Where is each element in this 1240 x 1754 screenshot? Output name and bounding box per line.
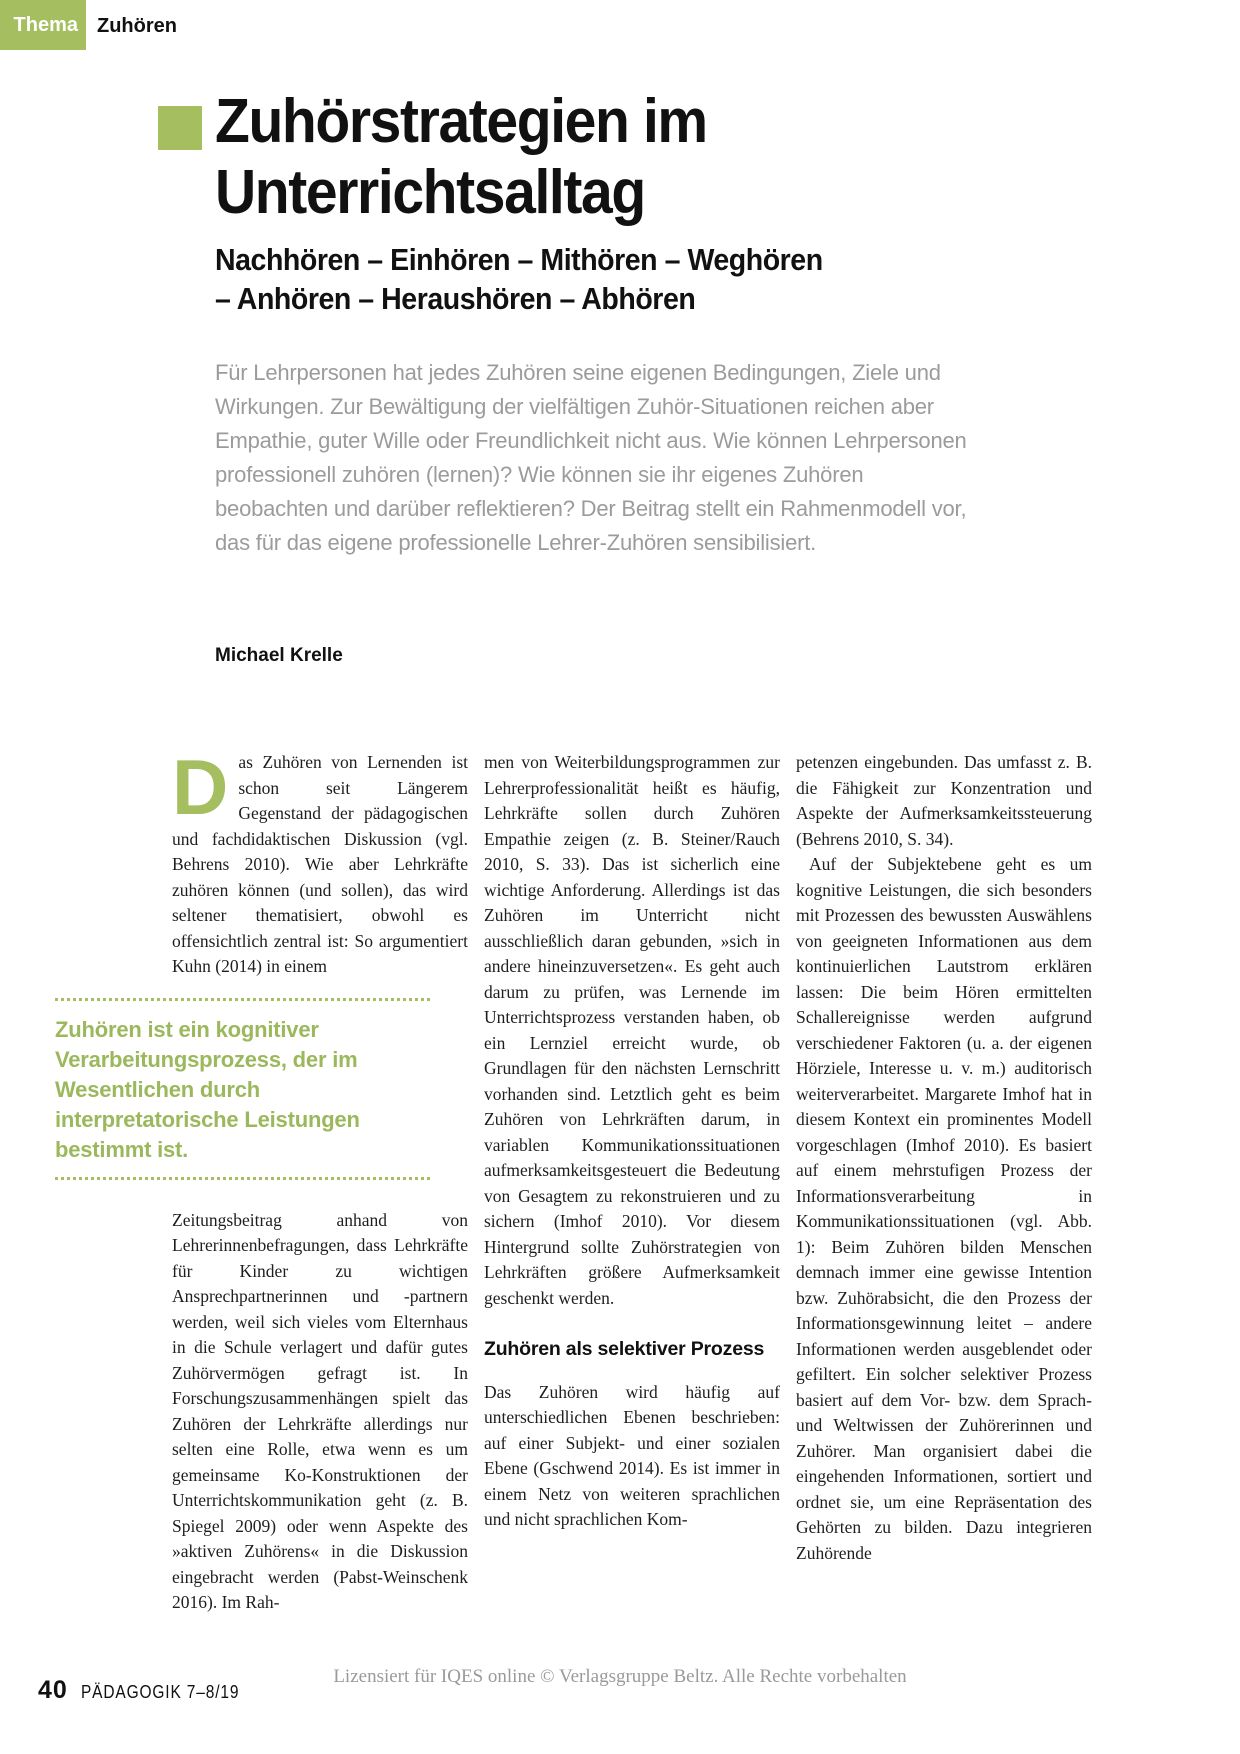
author-name: Michael Krelle <box>215 645 343 666</box>
body-column-1 <box>55 743 468 1616</box>
lead-paragraph: Für Lehrpersonen hat jedes Zuhören seine eigenen Bedingungen, Ziele und Wirkungen. Zur Bewältigung der vielfältigen Zuhör-Situationen reichen aber Empathie, guter Wille oder Freundlichkeit nicht aus. Wie können Lehrpersonen professionell zuhören (lernen)? Wie können sie ihr eigenes Zuhören beobachten und darüber reflektieren? Der Beitrag stellt ein Rahmenmodell vor, das für das eigene professionelle Lehrer-Zuhören sensibilisiert. <box>215 360 967 555</box>
paragraph: Auf der Subjektebene geht es um kognitive Leistungen, die sich besonders mit Prozessen des bewussten Auswählens von geeigneten Informationen aus dem kontinuierlichen Lautstrom erklären lassen: Die beim Hören ermittelten Schallereignisse werden aufgrund verschiedener Faktoren (u. a. der eigenen Hörziele, Interesse u. v. m.) auditorisch weiterverarbeitet. Margarete Imhof hat in diesem Kontext ein prominentes Modell vorgeschlagen (Imhof 2010). Es basiert auf einem mehrstufigen Prozess der Informationsverarbeitung in Kommunikationssituationen (vgl. Abb. 1): Beim Zuhören bilden Menschen demnach immer eine gewisse Intention bzw. Zuhörabsicht, die den Prozess der Informationsgewinnung leitet – andere Informationen werden ausgeblendet oder gefiltert. Ein solcher selektiver Prozess basiert auf dem Vor- bzw. dem Sprach- und Weltwissen der Zuhörerinnen und Zuhörer. Man organisiert dabei die eingehenden Informationen, sortiert und ordnet sie, um eine Repräsentation des Gehörten zu bilden. Dazu integrieren Zuhörende <box>796 854 1092 1563</box>
license-notice: Lizensiert für IQES online © Verlagsgruppe Beltz. Alle Rechte vorbehalten <box>333 1666 907 1687</box>
article-subtitle-line2: – Anhören – Heraushören – Abhören <box>215 281 696 316</box>
paragraph: petenzen eingebunden. Das umfasst z. B. die Fähigkeit zur Konzentration und Aspekte der Aufmerksamkeitssteuerung (Behrens 2010, S. 34). <box>796 752 1092 849</box>
article-title <box>215 86 707 228</box>
article-subtitle-line1: Nachhören – Einhören – Mithören – Weghören <box>215 242 823 277</box>
paragraph: Das Zuhören wird häufig auf unterschiedlichen Ebenen beschrieben: auf einer Subjekt- und einer sozialen Ebene (Gschwend 2014). Es ist immer in einem Netz von weiteren sprachlichen und nicht sprachlichen Kom- <box>484 1381 780 1529</box>
paragraph <box>172 743 468 980</box>
theme-tab-label: Thema <box>13 13 78 36</box>
page-number: 40 <box>38 1676 68 1704</box>
topic-label: Zuhören <box>97 14 177 37</box>
drop-cap: D <box>172 743 229 831</box>
topic-label-container <box>97 0 177 52</box>
paragraph: men von Weiterbildungsprogrammen zur Lehrerprofessionalität heißt es häufig, Lehrkräfte sollen durch Zuhören Empathie zeigen (z. B. Steiner/Rauch 2010, S. 33). Das ist sicherlich eine wichtige Anforderung. Allerdings ist das Zuhören im Unterricht nicht ausschließlich daran gebunden, »sich in andere hineinzuversetzen«. Es geht auch darum zu prüfen, was Lernende im Unterrichtsprozess verstanden haben, ob ein Lernziel erreicht wurde, ob Grundlagen für den nächsten Lernschritt vorhanden sind. Letztlich geht es beim Zuhören von Lehrkräften darum, in variablen Kommunikationssituationen aufmerksamkeitsgesteuert die Bedeutung von Gesagtem zu rekonstruieren und zu sichern (Imhof 2010). Vor diesem Hintergrund sollte Zuhörstrategien von Lehrkräften größere Aufmerksamkeit geschenkt werden. <box>484 752 780 1308</box>
paragraph-text: as Zuhören von Lernenden ist schon seit Längerem Gegenstand der pädagogischen und fachdidaktischen Diskussion (vgl. Behrens 2010). Wie aber Lehrkräfte zuhören können (und sollen), das wird seltener thematisiert, obwohl es offensichtlich zentral ist: So argumentiert Kuhn (2014) in einem <box>172 752 468 976</box>
section-heading: Zuhören als selektiver Prozess <box>484 1338 765 1360</box>
journal-name: PÄDAGOGIK 7–8/19 <box>80 1682 240 1702</box>
paragraph: Zeitungsbeitrag anhand von Lehrerinnenbefragungen, dass Lehrkräfte für Kinder zu wichtigen Ansprechpartnerinnen und -partnern werden, weil sich vieles vom Elternhaus in die Schule verlagert und dafür gutes Zuhörvermögen gefragt ist. In Forschungszusammenhängen spielt das Zuhören der Lehrkräfte allerdings nur selten eine Rolle, etwa wenn es um gemeinsame Ko-Konstruktionen der Unterrichtskommunikation geht (z. B. Spiegel 2009) oder wenn Aspekte des »aktiven Zuhörens« in die Diskussion eingebracht werden (Pabst-Weinschenk 2016). Im Rah- <box>172 1209 468 1612</box>
pull-quote: Zuhören ist ein kognitiver Verarbeitungsprozess, der im Wesentlichen durch interpretatorische Leistungen bestimmt ist. <box>55 998 430 1180</box>
article-title-line2: Unterrichtsalltag <box>215 158 645 227</box>
body-column-3 <box>796 750 1092 1566</box>
title-bullet-square-icon <box>158 106 202 150</box>
article-subtitle <box>215 240 823 318</box>
body-column-2 <box>484 750 780 1533</box>
article-title-line1: Zuhörstrategien im <box>215 87 707 156</box>
theme-tab <box>0 0 86 50</box>
